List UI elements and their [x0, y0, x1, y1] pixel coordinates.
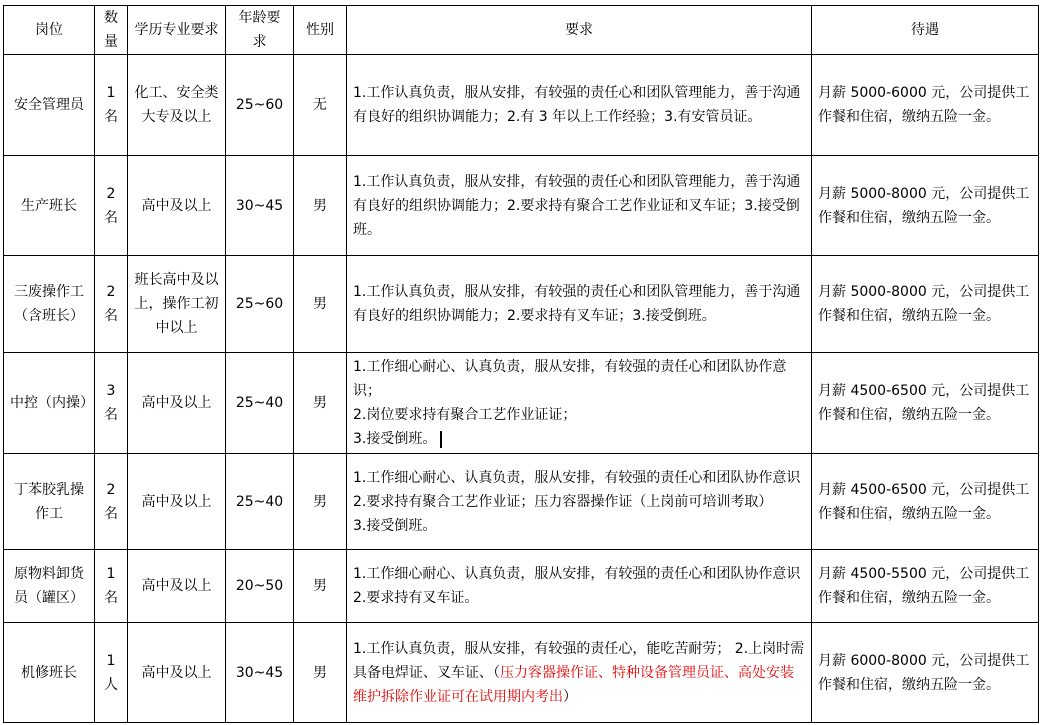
header-count: 数量	[95, 6, 128, 55]
cell-education: 高中及以上	[128, 156, 226, 256]
cell-count: 2名	[95, 256, 128, 353]
cell-position: 三废操作工（含班长）	[4, 256, 95, 353]
cell-education: 高中及以上	[128, 353, 226, 454]
cell-benefits: 月薪 4500-5500 元，公司提供工作餐和住宿，缴纳五险一金。	[812, 550, 1039, 623]
cell-count: 1名	[95, 550, 128, 623]
cell-gender: 男	[294, 454, 347, 550]
requirement-highlight: 压力容器操作证、特种设备管理员证、高处安装维护拆除作业证可在试用期内考出	[353, 664, 794, 705]
cell-requirements	[347, 353, 812, 454]
requirement-line: 1.工作细心耐心、认真负责，服从安排，有较强的责任心和团队协作意识	[353, 469, 801, 486]
header-benefits: 待遇	[812, 6, 1039, 55]
cell-benefits: 月薪 5000-8000 元，公司提供工作餐和住宿，缴纳五险一金。	[812, 156, 1039, 256]
cell-requirements	[347, 156, 812, 256]
cell-benefits: 月薪 4500-6500 元，公司提供工作餐和住宿，缴纳五险一金。	[812, 353, 1039, 454]
cell-age: 30~45	[226, 156, 294, 256]
requirement-line: 1.工作认真负责，服从安排，有较强的责任心和团队管理能力，善于沟通有良好的组织协调能力；2.要求持有聚合工艺作业证和叉车证；3.接受倒班。	[353, 173, 801, 238]
cell-benefits: 月薪 5000-6000 元，公司提供工作餐和住宿，缴纳五险一金。	[812, 55, 1039, 156]
requirement-line: 2.要求持有聚合工艺作业证；压力容器操作证（上岗前可培训考取）	[353, 493, 773, 510]
requirement-line: 1.工作认真负责，服从安排，有较强的责任心和团队管理能力，善于沟通有良好的组织协调能力；2.要求持有叉车证；3.接受倒班。	[353, 284, 801, 324]
requirement-line: 2.岗位要求持有聚合工艺作业证证；	[353, 407, 577, 423]
cell-age: 30~45	[226, 623, 294, 723]
header-gender: 性别	[294, 6, 347, 55]
table-row	[4, 55, 1039, 156]
cell-count: 2名	[95, 454, 128, 550]
cell-position: 生产班长	[4, 156, 95, 256]
cell-gender: 男	[294, 156, 347, 256]
cell-position: 机修班长	[4, 623, 95, 723]
requirement-line: 2.要求持有叉车证。	[353, 590, 479, 606]
cell-benefits: 月薪 5000-8000 元，公司提供工作餐和住宿，缴纳五险一金。	[812, 256, 1039, 353]
header-row	[4, 6, 1039, 55]
cell-position: 丁苯胶乳操作工	[4, 454, 95, 550]
requirement-text: 3.接受倒班。	[353, 431, 437, 447]
cell-gender: 男	[294, 353, 347, 454]
cell-count: 2名	[95, 156, 128, 256]
cell-gender: 男	[294, 550, 347, 623]
table-row	[4, 550, 1039, 623]
cell-education: 高中及以上	[128, 623, 226, 723]
table-row	[4, 353, 1039, 454]
requirement-line: 1.工作细心耐心、认真负责，服从安排，有较强的责任心和团队协作意识；	[353, 359, 787, 399]
cell-age: 25~60	[226, 256, 294, 353]
cell-count: 3名	[95, 353, 128, 454]
cell-position: 安全管理员	[4, 55, 95, 156]
cell-position: 中控（内操）	[4, 353, 95, 454]
table-row	[4, 454, 1039, 550]
table-row	[4, 256, 1039, 353]
requirement-line	[353, 427, 805, 451]
requirement-text-end: ）	[563, 688, 577, 705]
cell-gender: 无	[294, 55, 347, 156]
cell-age: 25~60	[226, 55, 294, 156]
cell-benefits: 月薪 6000-8000 元，公司提供工作餐和住宿，缴纳五险一金。	[812, 623, 1039, 723]
cell-education: 高中及以上	[128, 550, 226, 623]
table-row	[4, 156, 1039, 256]
cell-requirements	[347, 550, 812, 623]
cell-requirements	[347, 454, 812, 550]
cell-requirements	[347, 623, 812, 723]
cell-education: 班长高中及以上，操作工初中以上	[128, 256, 226, 353]
text-cursor-icon	[440, 431, 442, 448]
cell-requirements	[347, 55, 812, 156]
recruitment-table	[3, 5, 1039, 723]
requirement-line: 1.工作认真负责，服从安排，有较强的责任心和团队管理能力，善于沟通有良好的组织协调能力；2.有 3 年以上工作经验；3.有安管员证。	[353, 85, 801, 125]
cell-education: 高中及以上	[128, 454, 226, 550]
cell-requirements	[347, 256, 812, 353]
cell-count: 1人	[95, 623, 128, 723]
cell-age: 25~40	[226, 454, 294, 550]
header-requirements: 要求	[347, 6, 812, 55]
table-row	[4, 623, 1039, 723]
cell-benefits: 月薪 4500-6500 元，公司提供工作餐和住宿，缴纳五险一金。	[812, 454, 1039, 550]
cell-education: 化工、安全类大专及以上	[128, 55, 226, 156]
requirement-line: 1.工作细心耐心、认真负责，服从安排，有较强的责任心和团队协作意识	[353, 566, 801, 582]
requirement-line: 3.接受倒班。	[353, 517, 437, 534]
cell-gender: 男	[294, 623, 347, 723]
header-position: 岗位	[4, 6, 95, 55]
cell-gender: 男	[294, 256, 347, 353]
header-education: 学历专业要求	[128, 6, 226, 55]
requirement-text: 1.工作认真负责，服从安排，有较强的责任心，能吃苦耐劳； 2.上岗时需具备电焊证、叉车证、（	[353, 640, 805, 681]
cell-count: 1名	[95, 55, 128, 156]
cell-position: 原物料卸货员（罐区）	[4, 550, 95, 623]
cell-age: 20~50	[226, 550, 294, 623]
header-age: 年龄要求	[226, 6, 294, 55]
cell-age: 25~40	[226, 353, 294, 454]
